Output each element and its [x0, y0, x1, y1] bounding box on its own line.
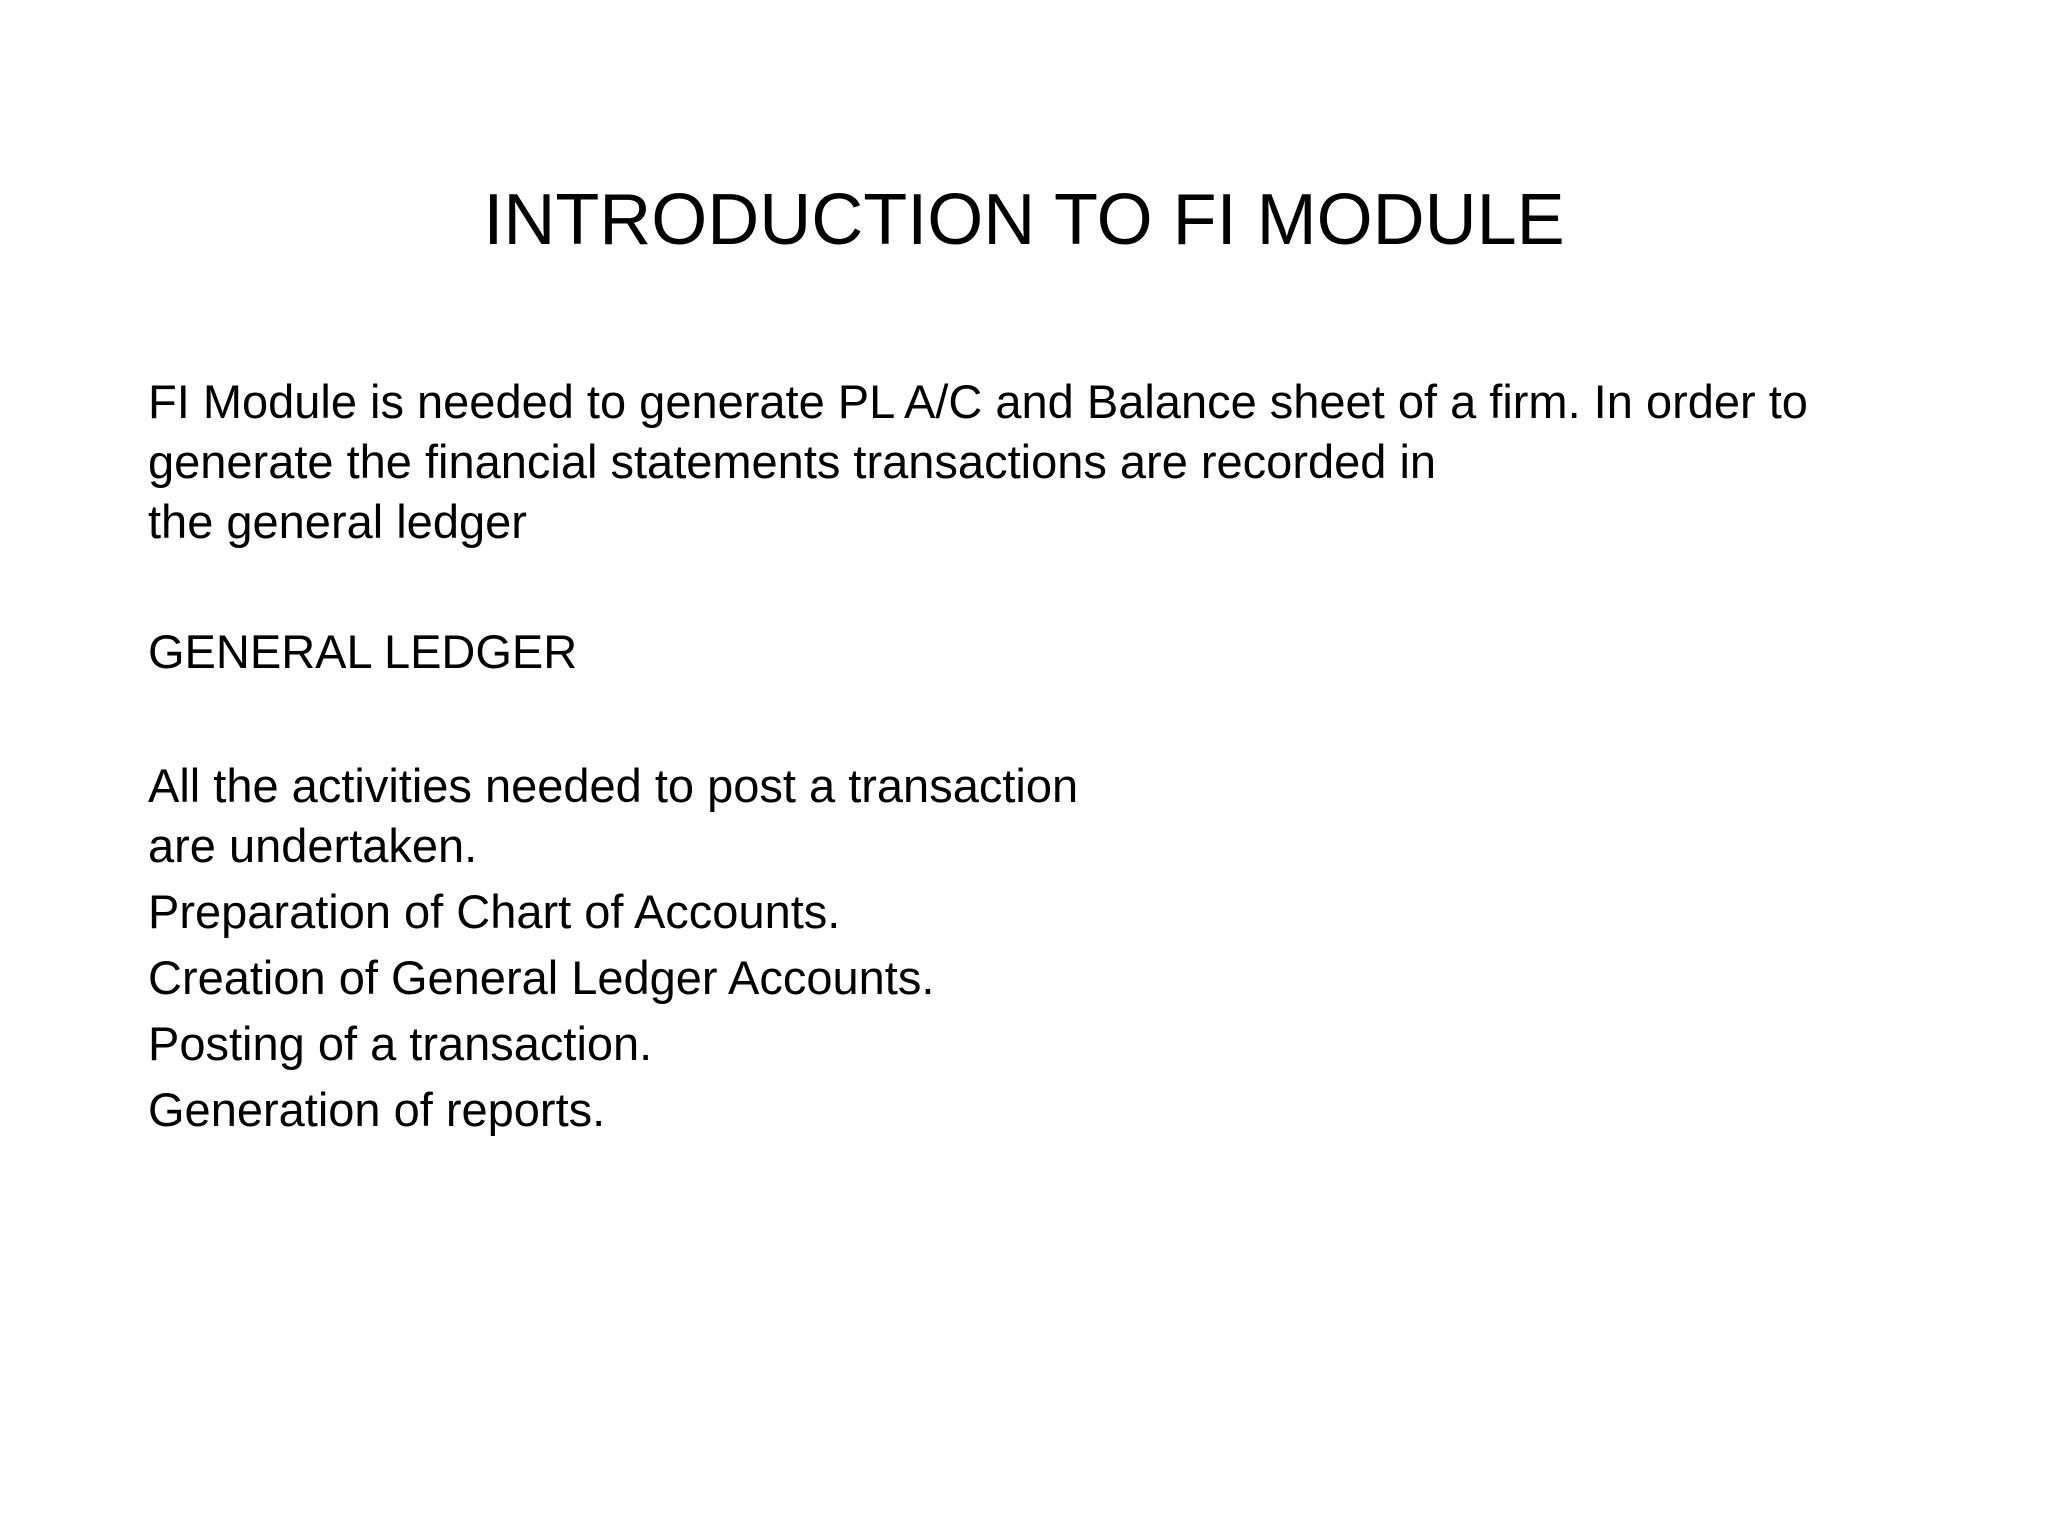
list-item: Creation of General Ledger Accounts. — [148, 951, 935, 1004]
section-heading: GENERAL LEDGER — [148, 625, 578, 678]
list-item: Generation of reports. — [148, 1083, 606, 1136]
intro-paragraph — [148, 372, 1968, 552]
intro-line: generate the financial statements transactions are recorded in — [148, 435, 1437, 488]
activities-list — [148, 756, 1078, 1140]
activities-line: All the activities needed to post a transaction — [148, 759, 1079, 812]
intro-line: FI Module is needed to generate PL A/C and Balance sheet of a firm. In order to — [148, 375, 1808, 428]
activities-line: are undertaken. — [148, 819, 478, 872]
slide-title: INTRODUCTION TO FI MODULE — [483, 180, 1565, 260]
list-item: Preparation of Chart of Accounts. — [148, 885, 841, 938]
intro-line: the general ledger — [148, 495, 527, 548]
list-item: Posting of a transaction. — [148, 1017, 653, 1070]
